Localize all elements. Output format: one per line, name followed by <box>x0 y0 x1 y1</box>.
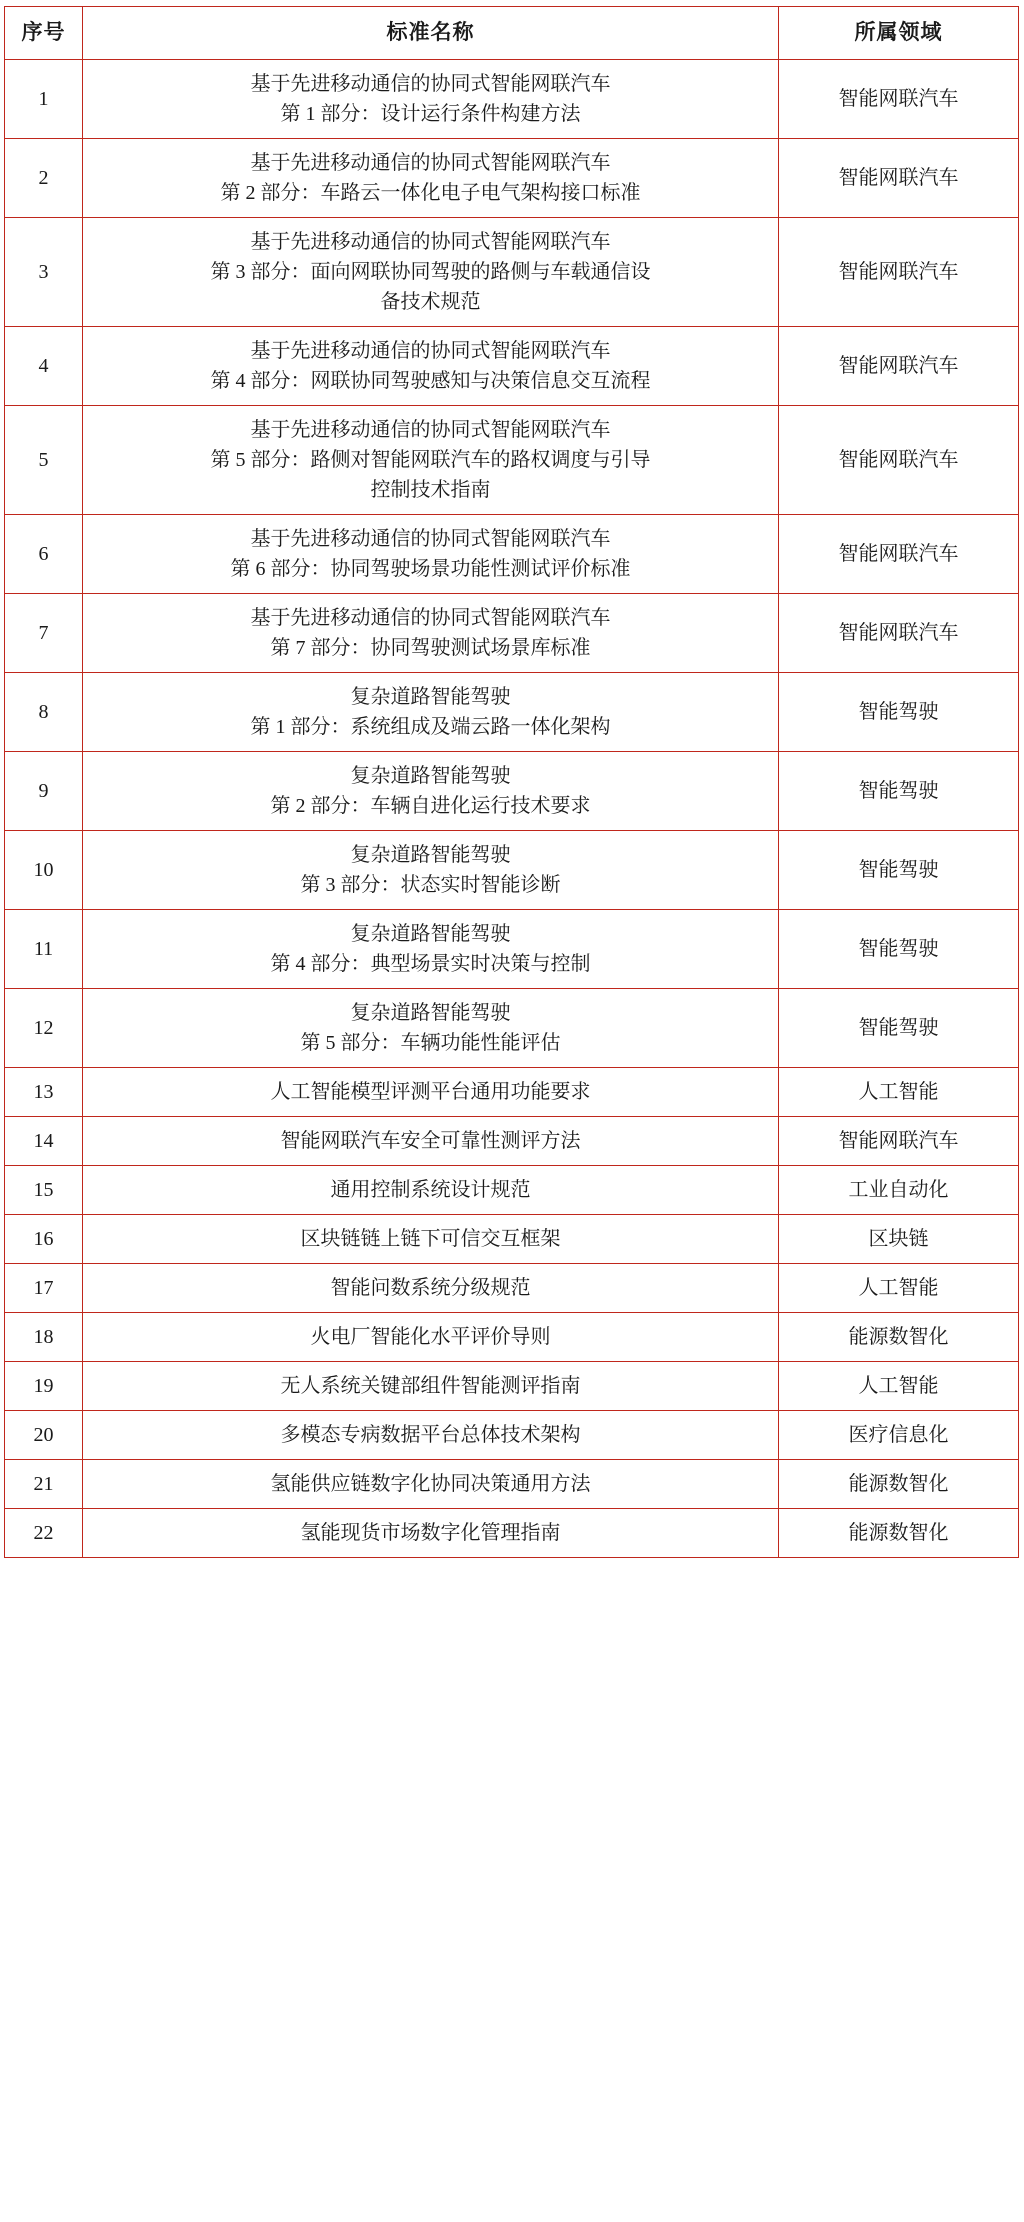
standard-name-line: 第 1 部分：系统组成及端云路一体化架构 <box>250 716 611 738</box>
field-cell: 智能网联汽车 <box>779 594 1019 673</box>
field-cell: 智能网联汽车 <box>779 406 1019 515</box>
standard-name-cell <box>83 1068 779 1117</box>
table-row <box>5 327 1019 406</box>
standard-name-cell <box>83 1362 779 1411</box>
standard-name-line: 复杂道路智能驾驶 <box>350 765 511 787</box>
standard-name-line: 基于先进移动通信的协同式智能网联汽车 <box>250 73 611 95</box>
standard-name-line: 氢能供应链数字化协同决策通用方法 <box>270 1473 591 1495</box>
row-index-cell: 20 <box>5 1411 83 1460</box>
field-cell: 人工智能 <box>779 1362 1019 1411</box>
row-index-cell: 15 <box>5 1166 83 1215</box>
table-row <box>5 1166 1019 1215</box>
document-page <box>0 6 1024 2222</box>
standard-name-line: 第 5 部分：车辆功能性能评估 <box>300 1032 561 1054</box>
standard-name-cell <box>83 1264 779 1313</box>
standard-name-line: 人工智能模型评测平台通用功能要求 <box>270 1081 591 1103</box>
standard-name-cell <box>83 1509 779 1558</box>
row-index-cell: 19 <box>5 1362 83 1411</box>
standard-name-line: 多模态专病数据平台总体技术架构 <box>280 1424 581 1446</box>
table-row <box>5 594 1019 673</box>
field-cell: 区块链 <box>779 1215 1019 1264</box>
row-index-cell: 4 <box>5 327 83 406</box>
standard-name-line: 基于先进移动通信的协同式智能网联汽车 <box>250 152 611 174</box>
field-cell: 智能网联汽车 <box>779 139 1019 218</box>
standard-name-cell <box>83 406 779 515</box>
standard-name-line: 无人系统关键部组件智能测评指南 <box>280 1375 581 1397</box>
standard-name-line: 第 5 部分：路侧对智能网联汽车的路权调度与引导 <box>210 449 651 471</box>
standard-name-line: 通用控制系统设计规范 <box>330 1179 531 1201</box>
row-index-cell: 9 <box>5 752 83 831</box>
row-index-cell: 16 <box>5 1215 83 1264</box>
table-row <box>5 752 1019 831</box>
field-cell: 工业自动化 <box>779 1166 1019 1215</box>
row-index-cell: 21 <box>5 1460 83 1509</box>
standard-name-cell <box>83 1460 779 1509</box>
field-cell: 能源数智化 <box>779 1460 1019 1509</box>
row-index-cell: 1 <box>5 60 83 139</box>
row-index-cell: 5 <box>5 406 83 515</box>
table-row <box>5 1117 1019 1166</box>
standard-name-cell <box>83 831 779 910</box>
row-index-cell: 8 <box>5 673 83 752</box>
row-index-cell: 10 <box>5 831 83 910</box>
standard-name-cell <box>83 1215 779 1264</box>
field-cell: 能源数智化 <box>779 1313 1019 1362</box>
field-cell: 智能网联汽车 <box>779 218 1019 327</box>
standard-name-cell <box>83 910 779 989</box>
column-header-field: 所属领域 <box>779 7 1019 60</box>
standard-name-line: 基于先进移动通信的协同式智能网联汽车 <box>250 528 611 550</box>
column-header-index: 序号 <box>5 7 83 60</box>
field-cell: 智能网联汽车 <box>779 60 1019 139</box>
standard-name-line: 第 3 部分：状态实时智能诊断 <box>300 874 561 896</box>
standard-name-cell <box>83 218 779 327</box>
standard-name-cell <box>83 60 779 139</box>
standard-name-cell <box>83 752 779 831</box>
standard-name-cell <box>83 1166 779 1215</box>
standard-name-line: 智能问数系统分级规范 <box>330 1277 531 1299</box>
standard-name-line: 控制技术指南 <box>370 479 491 501</box>
field-cell: 智能驾驶 <box>779 831 1019 910</box>
table-row <box>5 1264 1019 1313</box>
standard-name-line: 智能网联汽车安全可靠性测评方法 <box>280 1130 581 1152</box>
field-cell: 人工智能 <box>779 1264 1019 1313</box>
standard-name-line: 第 4 部分：网联协同驾驶感知与决策信息交互流程 <box>210 370 651 392</box>
field-cell: 智能驾驶 <box>779 673 1019 752</box>
table-row <box>5 406 1019 515</box>
standard-name-cell <box>83 989 779 1068</box>
standard-name-line: 复杂道路智能驾驶 <box>350 923 511 945</box>
table-row <box>5 831 1019 910</box>
field-cell: 智能驾驶 <box>779 752 1019 831</box>
table-header-row <box>5 7 1019 60</box>
table-row <box>5 60 1019 139</box>
row-index-cell: 11 <box>5 910 83 989</box>
standard-name-line: 第 4 部分：典型场景实时决策与控制 <box>270 953 591 975</box>
standard-name-cell <box>83 1117 779 1166</box>
table-row <box>5 1509 1019 1558</box>
field-cell: 智能驾驶 <box>779 910 1019 989</box>
standard-name-line: 基于先进移动通信的协同式智能网联汽车 <box>250 607 611 629</box>
standard-name-line: 区块链链上链下可信交互框架 <box>300 1228 561 1250</box>
table-row <box>5 1411 1019 1460</box>
standard-name-line: 备技术规范 <box>380 291 481 313</box>
field-cell: 智能网联汽车 <box>779 1117 1019 1166</box>
standard-name-cell <box>83 594 779 673</box>
field-cell: 智能网联汽车 <box>779 515 1019 594</box>
field-cell: 智能网联汽车 <box>779 327 1019 406</box>
row-index-cell: 18 <box>5 1313 83 1362</box>
row-index-cell: 2 <box>5 139 83 218</box>
standard-name-line: 第 2 部分：车辆自进化运行技术要求 <box>270 795 591 817</box>
row-index-cell: 6 <box>5 515 83 594</box>
standard-name-cell <box>83 327 779 406</box>
standard-name-line: 复杂道路智能驾驶 <box>350 844 511 866</box>
standard-name-line: 复杂道路智能驾驶 <box>350 1002 511 1024</box>
standard-name-cell <box>83 1313 779 1362</box>
row-index-cell: 3 <box>5 218 83 327</box>
table-header <box>5 7 1019 60</box>
table-row <box>5 910 1019 989</box>
field-cell: 能源数智化 <box>779 1509 1019 1558</box>
table-row <box>5 515 1019 594</box>
table-row <box>5 1068 1019 1117</box>
standard-name-cell <box>83 139 779 218</box>
standard-name-line: 基于先进移动通信的协同式智能网联汽车 <box>250 340 611 362</box>
standard-name-cell <box>83 515 779 594</box>
row-index-cell: 7 <box>5 594 83 673</box>
column-header-name: 标准名称 <box>83 7 779 60</box>
standard-name-cell <box>83 673 779 752</box>
table-row <box>5 1362 1019 1411</box>
standard-name-cell <box>83 1411 779 1460</box>
field-cell: 人工智能 <box>779 1068 1019 1117</box>
standard-name-line: 第 3 部分：面向网联协同驾驶的路侧与车载通信设 <box>210 261 651 283</box>
standard-name-line: 火电厂智能化水平评价导则 <box>310 1326 551 1348</box>
row-index-cell: 13 <box>5 1068 83 1117</box>
standard-name-line: 氢能现货市场数字化管理指南 <box>300 1522 561 1544</box>
standards-table <box>4 6 1019 1558</box>
standard-name-line: 复杂道路智能驾驶 <box>350 686 511 708</box>
standard-name-line: 第 7 部分：协同驾驶测试场景库标准 <box>270 637 591 659</box>
standard-name-line: 第 2 部分：车路云一体化电子电气架构接口标准 <box>220 182 641 204</box>
table-row <box>5 989 1019 1068</box>
table-row <box>5 1313 1019 1362</box>
row-index-cell: 12 <box>5 989 83 1068</box>
standard-name-line: 第 6 部分：协同驾驶场景功能性测试评价标准 <box>230 558 631 580</box>
row-index-cell: 17 <box>5 1264 83 1313</box>
table-row <box>5 1215 1019 1264</box>
table-row <box>5 1460 1019 1509</box>
standard-name-line: 第 1 部分：设计运行条件构建方法 <box>280 103 581 125</box>
table-row <box>5 139 1019 218</box>
standard-name-line: 基于先进移动通信的协同式智能网联汽车 <box>250 231 611 253</box>
field-cell: 智能驾驶 <box>779 989 1019 1068</box>
table-row <box>5 673 1019 752</box>
table-row <box>5 218 1019 327</box>
table-body <box>5 60 1019 1558</box>
field-cell: 医疗信息化 <box>779 1411 1019 1460</box>
row-index-cell: 22 <box>5 1509 83 1558</box>
row-index-cell: 14 <box>5 1117 83 1166</box>
standard-name-line: 基于先进移动通信的协同式智能网联汽车 <box>250 419 611 441</box>
